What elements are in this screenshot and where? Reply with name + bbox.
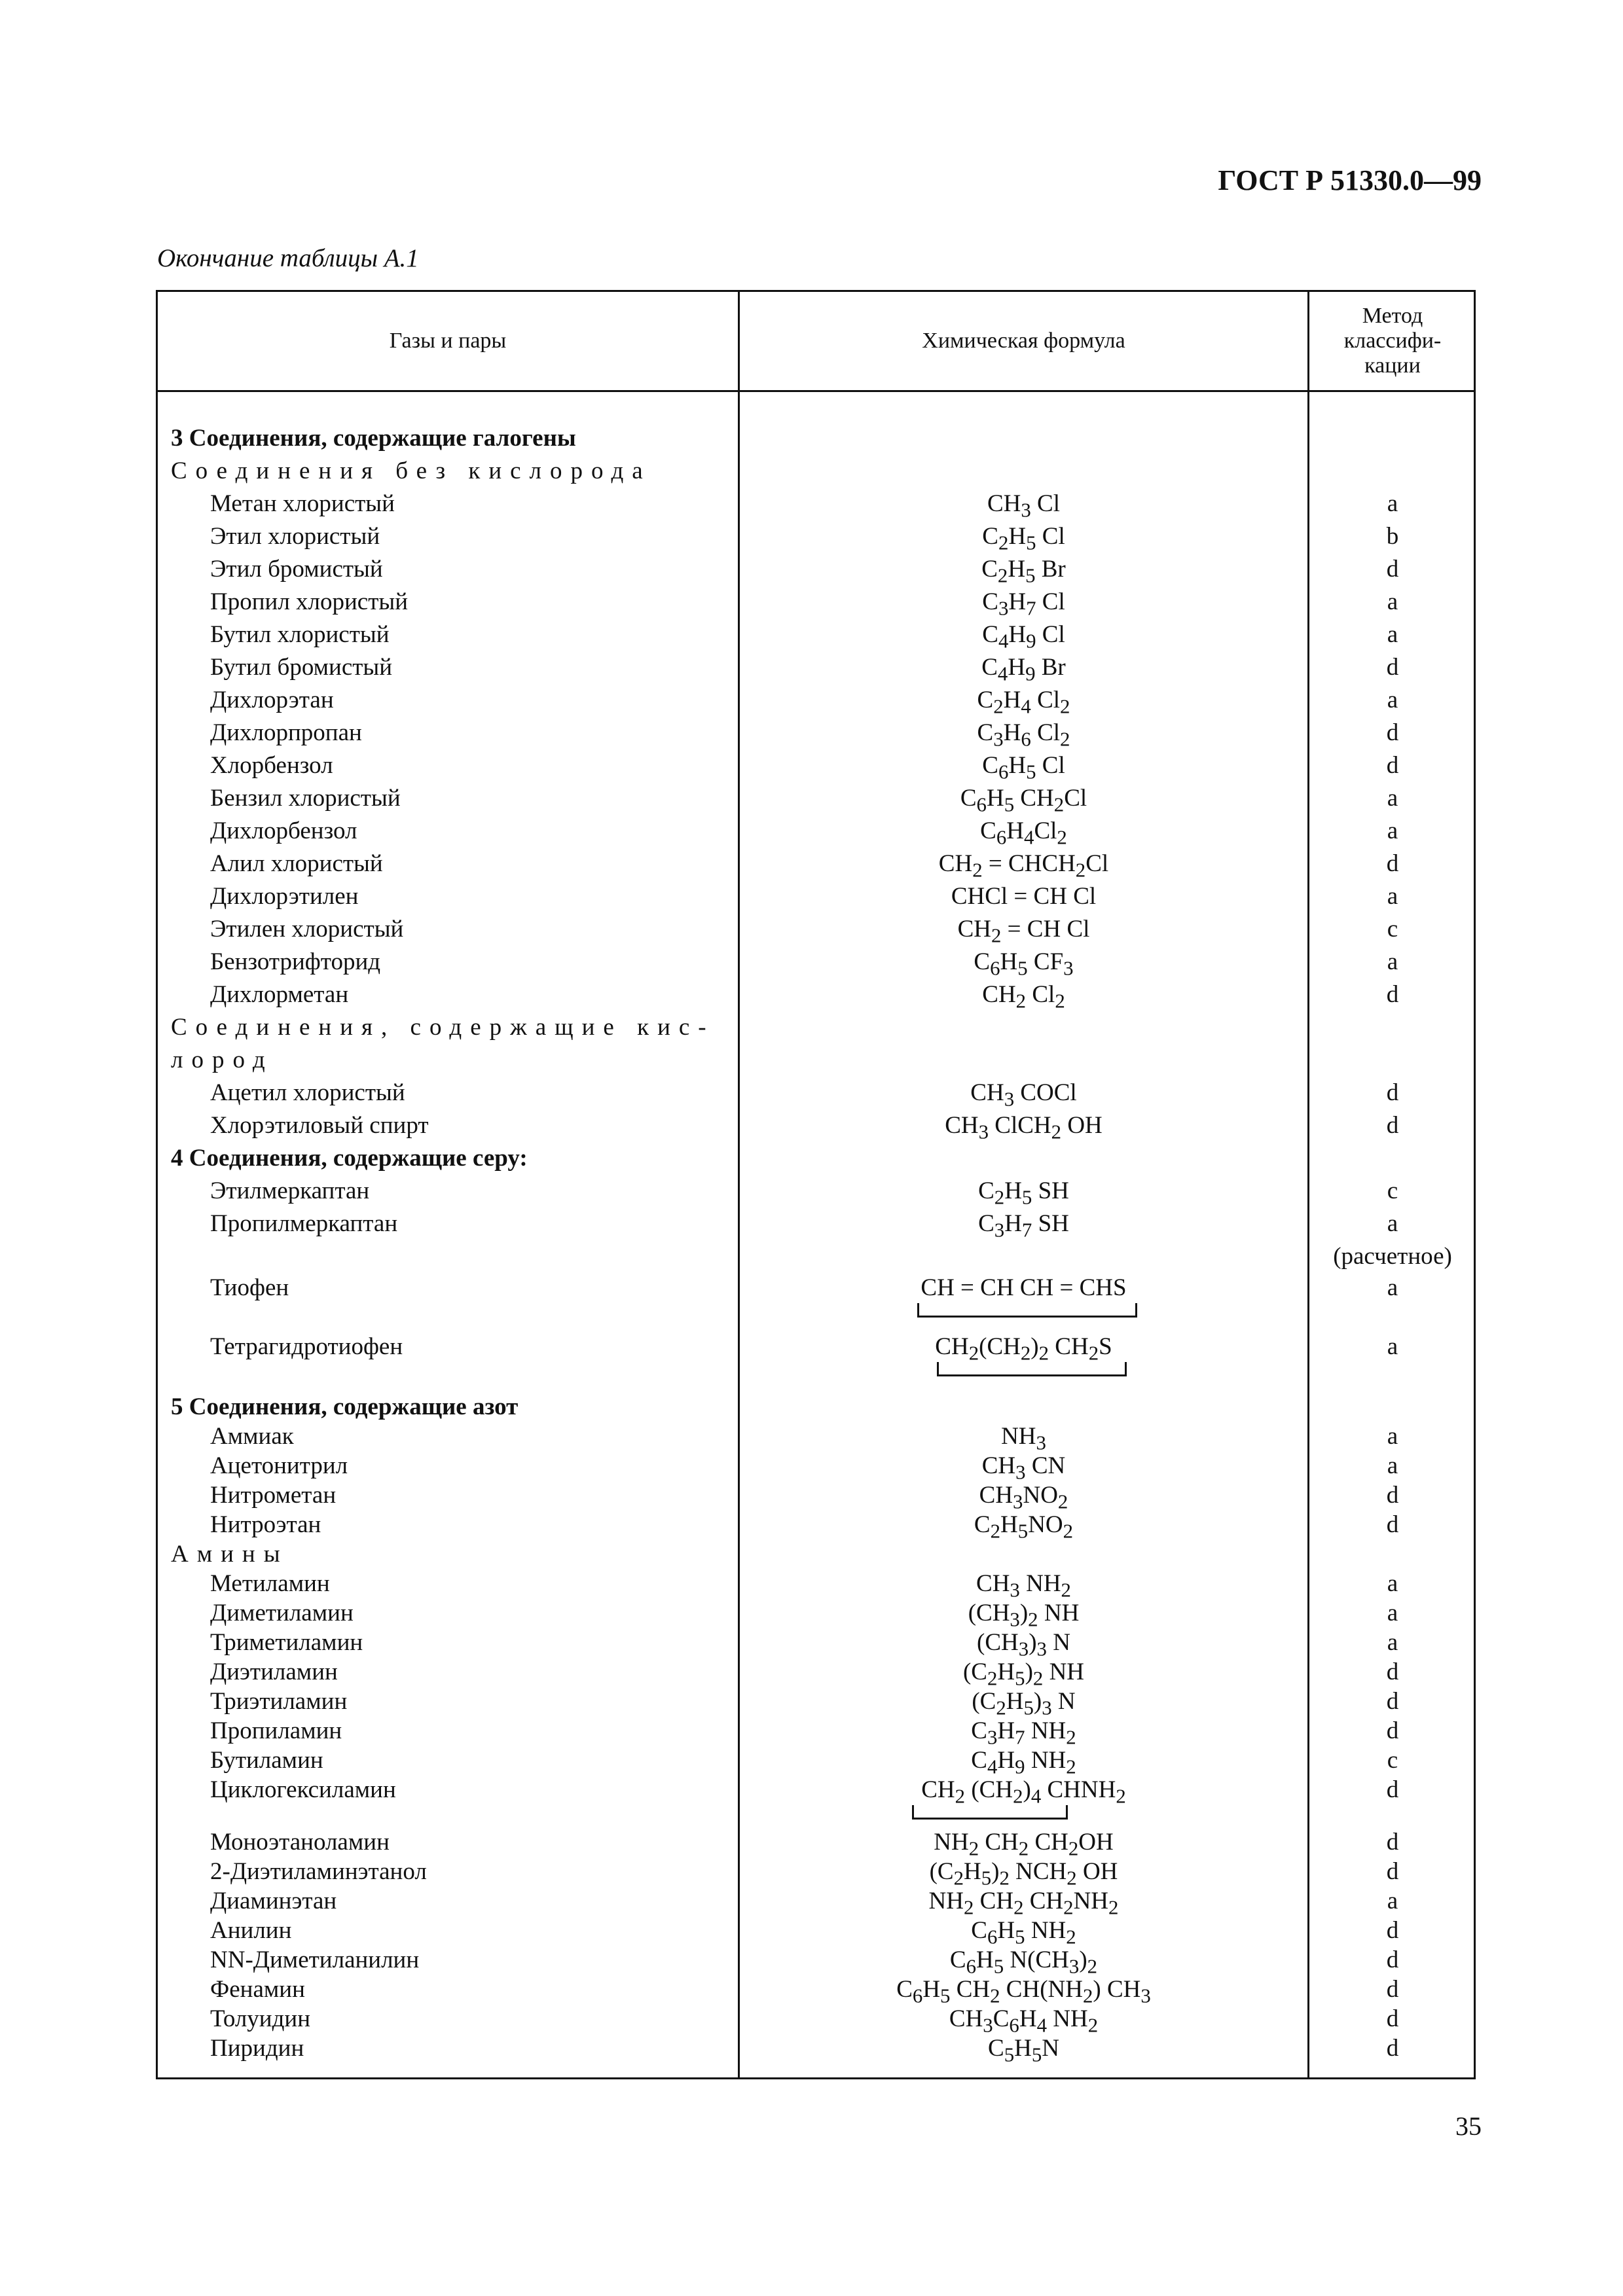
- chemical-formula: CH = CH CH = CHS: [921, 1274, 1127, 1301]
- subsection-heading: Соединения без кислорода: [171, 457, 651, 484]
- chemical-formula: $CH_2$ $Cl_2$: [982, 981, 1065, 1013]
- classification-method: a: [1387, 1423, 1398, 1450]
- classification-method: c: [1387, 1177, 1398, 1204]
- method-header-line: классифи-: [1343, 329, 1442, 353]
- classification-method: d: [1386, 1717, 1399, 1744]
- chemical-formula: $C_3H_7$ Cl: [982, 588, 1065, 620]
- classification-method: d: [1386, 719, 1399, 746]
- classification-method: c: [1387, 1747, 1398, 1774]
- substance-name: Этил хлористый: [210, 523, 380, 550]
- substance-name: Бутиламин: [210, 1747, 323, 1774]
- classification-method: a: [1387, 1629, 1398, 1656]
- substance-name: Пропиламин: [210, 1717, 342, 1744]
- substance-name: Этилен хлористый: [210, 916, 404, 942]
- subsection-heading: Соединения, содержащие кис-: [171, 1014, 715, 1041]
- classification-method: d: [1386, 1917, 1399, 1944]
- chemical-formula: $CH_3$ ClCH$_2$ OH: [945, 1112, 1103, 1143]
- chemical-formula: $(CH_3)_3$ N: [977, 1629, 1070, 1660]
- table-caption: Окончание таблицы А.1: [157, 244, 419, 272]
- classification-method: a: [1387, 490, 1398, 517]
- classification-method: a: [1387, 687, 1398, 713]
- chemical-formula: $CH_2$ $(CH_2)_4$ $CHNH_2$: [921, 1776, 1126, 1808]
- classification-method: a: [1387, 1600, 1398, 1626]
- classification-method: a: [1387, 883, 1398, 910]
- substance-name: Ацетил хлористый: [210, 1079, 405, 1106]
- chemical-formula: $(C_2H_5)_2$ NH: [962, 1659, 1085, 1690]
- column-header-formula: Химическая формула: [922, 329, 1125, 353]
- table-body: [158, 292, 1474, 2077]
- substance-name: Дихлорметан: [210, 981, 349, 1008]
- classification-method: a: [1387, 1570, 1398, 1597]
- classification-method: d: [1386, 1688, 1399, 1715]
- chemical-formula: $C_4H_9$ Br: [981, 654, 1066, 685]
- substance-name: Хлорэтиловый спирт: [210, 1112, 429, 1139]
- classification-method: (расчетное): [1333, 1243, 1452, 1270]
- classification-method: a: [1387, 1452, 1398, 1479]
- classification-method: d: [1386, 1079, 1399, 1106]
- method-header-line: кации: [1364, 353, 1421, 378]
- chemical-formula: $CH_2$ = $CHCH_2Cl$: [938, 850, 1109, 882]
- substance-name: Нитроэтан: [210, 1511, 321, 1538]
- substance-name: Анилин: [210, 1917, 292, 1944]
- chemical-formula: $NH_3$: [1001, 1423, 1046, 1454]
- classification-method: d: [1386, 1511, 1399, 1538]
- substance-name: Пропил хлористый: [210, 588, 409, 615]
- chemical-formula: $C_4H_9$ $NH_2$: [971, 1747, 1076, 1778]
- classification-method: d: [1386, 1776, 1399, 1803]
- substance-name: Метиламин: [210, 1570, 330, 1597]
- substance-name: Тиофен: [210, 1274, 289, 1301]
- classification-method: d: [1386, 981, 1399, 1008]
- classification-table: [156, 290, 1476, 2079]
- classification-method: a: [1387, 621, 1398, 648]
- chemical-formula: $NH_2$ $CH_2$ $CH_2OH$: [934, 1829, 1114, 1860]
- classification-method: d: [1386, 1946, 1399, 1973]
- substance-name: NN-Диметиланилин: [210, 1946, 420, 1973]
- chemical-formula: $C_6H_5$ $CH_2Cl$: [960, 785, 1087, 816]
- classification-method: a: [1387, 1274, 1398, 1301]
- substance-name: Метан хлористый: [210, 490, 395, 517]
- substance-name: Дихлорэтан: [210, 687, 334, 713]
- chemical-formula: $CH_3NO_2$: [979, 1482, 1068, 1513]
- substance-name: Этилмеркаптан: [210, 1177, 370, 1204]
- substance-name: Триметиламин: [210, 1629, 363, 1656]
- chemical-formula: CHCl = CH Cl: [951, 883, 1097, 910]
- ring-bracket: [912, 1805, 1068, 1820]
- substance-name: Аммиак: [210, 1423, 294, 1450]
- substance-name: Ацетонитрил: [210, 1452, 348, 1479]
- classification-method: d: [1386, 1829, 1399, 1856]
- classification-method: d: [1386, 1112, 1399, 1139]
- substance-name: Пропилмеркаптан: [210, 1210, 398, 1237]
- chemical-formula: $CH_2(CH_2)_2$ $CH_2S$: [935, 1333, 1112, 1365]
- chemical-formula: $CH_2$ = CH Cl: [957, 916, 1090, 947]
- substance-name: Бутил бромистый: [210, 654, 393, 681]
- chemical-formula: $CH_3C_6H_4$ $NH_2$: [949, 2005, 1099, 2037]
- chemical-formula: $C_6H_5$ Cl: [982, 752, 1065, 783]
- chemical-formula: $C_3H_6$ $Cl_2$: [977, 719, 1070, 751]
- method-header-line: Метод: [1362, 304, 1423, 328]
- substance-name: Дихлорбензол: [210, 817, 357, 844]
- substance-name: Циклогексиламин: [210, 1776, 396, 1803]
- classification-method: b: [1386, 523, 1399, 550]
- substance-name: Бутил хлористый: [210, 621, 390, 648]
- chemical-formula: $CH_3$ CN: [981, 1452, 1066, 1484]
- substance-name: Дихлорэтилен: [210, 883, 359, 910]
- substance-name: Толуидин: [210, 2005, 311, 2032]
- page-number: 35: [1455, 2111, 1482, 2141]
- classification-method: c: [1387, 916, 1398, 942]
- chemical-formula: $C_6H_5$ $CF_3$: [974, 948, 1074, 980]
- substance-name: Пиридин: [210, 2035, 304, 2062]
- chemical-formula: $C_6H_5$ $NH_2$: [971, 1917, 1076, 1948]
- chemical-formula: $C_2H_5$ Br: [981, 556, 1066, 587]
- substance-name: Бензотрифторид: [210, 948, 381, 975]
- substance-name: Бензил хлористый: [210, 785, 401, 812]
- substance-name: Диаминэтан: [210, 1888, 337, 1914]
- chemical-formula: $C_2H_5$ SH: [978, 1177, 1069, 1209]
- substance-name: Диметиламин: [210, 1600, 354, 1626]
- ring-bracket: [937, 1362, 1127, 1376]
- ring-bracket: [917, 1303, 1137, 1318]
- substance-name: Тетрагидротиофен: [210, 1333, 403, 1360]
- substance-name: Этил бромистый: [210, 556, 383, 583]
- classification-method: d: [1386, 2035, 1399, 2062]
- classification-method: d: [1386, 1659, 1399, 1685]
- chemical-formula: $(CH_3)_2$ NH: [968, 1600, 1080, 1631]
- classification-method: a: [1387, 785, 1398, 812]
- classification-method: d: [1386, 850, 1399, 877]
- classification-method: d: [1386, 1976, 1399, 2003]
- chemical-formula: $C_2H_5$ Cl: [982, 523, 1065, 554]
- section-heading: 3 Соединения, содержащие галогены: [171, 425, 576, 452]
- chemical-formula: $C_6H_5$ $CH_2$ $CH(NH_2)$ $CH_3$: [896, 1976, 1151, 2007]
- substance-name: Моноэтаноламин: [210, 1829, 390, 1856]
- classification-method: d: [1386, 1482, 1399, 1509]
- chemical-formula: $C_6H_5$ $N(CH_3)_2$: [949, 1946, 1098, 1978]
- chemical-formula: $C_2H_4$ $Cl_2$: [977, 687, 1070, 718]
- classification-method: a: [1387, 588, 1398, 615]
- substance-name: Триэтиламин: [210, 1688, 348, 1715]
- chemical-formula: $NH_2$ $CH_2$ $CH_2NH_2$: [928, 1888, 1119, 1919]
- substance-name: 2-Диэтиламинэтанол: [210, 1858, 427, 1885]
- section-heading: 5 Соединения, содержащие азот: [171, 1393, 519, 1420]
- chemical-formula: $C_5H_5N$: [988, 2035, 1059, 2066]
- chemical-formula: $CH_3$ COCl: [970, 1079, 1077, 1111]
- subsection-heading: Амины: [171, 1541, 289, 1568]
- classification-method: a: [1387, 817, 1398, 844]
- classification-method: d: [1386, 2005, 1399, 2032]
- substance-name: Фенамин: [210, 1976, 305, 2003]
- chemical-formula: $C_3H_7$ SH: [978, 1210, 1069, 1242]
- classification-method: d: [1386, 654, 1399, 681]
- chemical-formula: $CH_3$ $NH_2$: [976, 1570, 1071, 1602]
- classification-method: a: [1387, 948, 1398, 975]
- document-code: ГОСТ Р 51330.0—99: [1218, 164, 1482, 196]
- substance-name: Хлорбензол: [210, 752, 333, 779]
- classification-method: a: [1387, 1333, 1398, 1360]
- chemical-formula: $C_3H_7$ $NH_2$: [971, 1717, 1076, 1749]
- classification-method: d: [1386, 1858, 1399, 1885]
- chemical-formula: $C_4H_9$ Cl: [982, 621, 1065, 653]
- chemical-formula: $(C_2H_5)_3$ N: [972, 1688, 1076, 1719]
- chemical-formula: $(C_2H_5)_2$ $NCH_2$ OH: [929, 1858, 1118, 1890]
- subsection-heading: лород: [171, 1047, 274, 1073]
- substance-name: Нитрометан: [210, 1482, 337, 1509]
- classification-method: a: [1387, 1888, 1398, 1914]
- column-header-gases: Газы и пары: [389, 329, 507, 353]
- substance-name: Диэтиламин: [210, 1659, 338, 1685]
- section-heading: 4 Соединения, содержащие серу:: [171, 1145, 528, 1172]
- classification-method: d: [1386, 556, 1399, 583]
- chemical-formula: $C_2H_5NO_2$: [974, 1511, 1074, 1543]
- chemical-formula: $CH_3$ Cl: [987, 490, 1061, 522]
- substance-name: Алил хлористый: [210, 850, 383, 877]
- chemical-formula: $C_6H_4Cl_2$: [980, 817, 1067, 849]
- substance-name: Дихлорпропан: [210, 719, 362, 746]
- classification-method: a: [1387, 1210, 1398, 1237]
- classification-method: d: [1386, 752, 1399, 779]
